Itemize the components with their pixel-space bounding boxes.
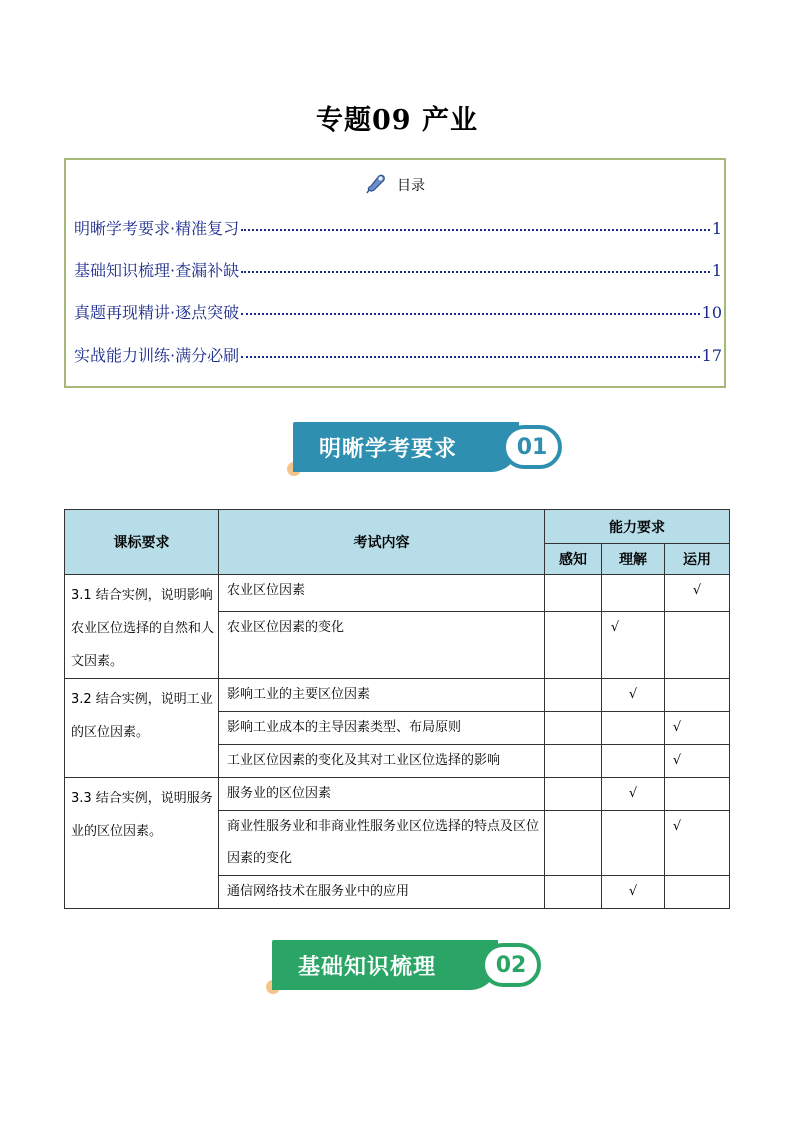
toc-item[interactable] [74,343,722,366]
banner-label: 基础知识梳理 [298,954,437,980]
banner-number: 02 [481,943,541,987]
requirements-table [64,509,730,909]
toc-leader-dots [241,271,710,273]
check-cell-apply [665,778,730,811]
toc-item-page: 17 [701,346,722,365]
content-cell: 商业性服务业和非商业性服务业区位选择的特点及区位因素的变化 [219,811,545,876]
check-cell-know [545,876,602,909]
content-cell: 影响工业成本的主导因素类型、布局原则 [219,712,545,745]
header-know: 感知 [545,544,602,575]
toc-item-page: 10 [701,303,722,322]
check-mark: √ [692,583,702,598]
check-cell-understand [602,876,665,909]
check-mark: √ [672,819,682,834]
banner-label: 明晰学考要求 [319,436,458,462]
toc-item-label: 真题再现精讲·逐点突破 [74,303,240,322]
check-mark: √ [628,786,638,801]
check-mark: √ [628,687,638,702]
content-cell: 通信网络技术在服务业中的应用 [219,876,545,909]
toc-item-page: 1 [711,219,722,238]
check-cell-apply [665,745,730,778]
banner-bar [272,940,498,990]
check-cell-understand [602,612,665,679]
check-mark: √ [628,884,638,899]
section-banner-1 [287,422,557,476]
header-content: 考试内容 [219,510,545,575]
check-mark: √ [672,720,682,735]
pin-icon [365,172,387,198]
content-cell: 服务业的区位因素 [219,778,545,811]
check-cell-know [545,575,602,612]
check-cell-understand [602,811,665,876]
toc-heading [66,172,724,198]
header-understand: 理解 [602,544,665,575]
check-cell-understand [602,575,665,612]
table-row [65,575,730,612]
standard-cell: 3.3 结合实例，说明服务业的区位因素。 [65,778,219,909]
check-cell-apply [665,712,730,745]
table-row [65,679,730,712]
banner-number: 01 [502,425,562,469]
table-of-contents [64,158,726,388]
requirements-body [65,575,730,909]
standard-cell: 3.1 结合实例，说明影响农业区位选择的自然和人文因素。 [65,575,219,679]
check-cell-know [545,612,602,679]
header-apply: 运用 [665,544,730,575]
check-cell-understand [602,712,665,745]
standard-cell: 3.2 结合实例，说明工业的区位因素。 [65,679,219,778]
check-cell-apply [665,876,730,909]
check-cell-know [545,811,602,876]
toc-item-label: 基础知识梳理·查漏补缺 [74,261,240,280]
header-standard: 课标要求 [65,510,219,575]
toc-leader-dots [241,356,700,358]
content-cell: 影响工业的主要区位因素 [219,679,545,712]
toc-item[interactable] [74,216,722,239]
content-cell: 工业区位因素的变化及其对工业区位选择的影响 [219,745,545,778]
check-cell-apply [665,811,730,876]
check-cell-know [545,745,602,778]
toc-item[interactable] [74,258,722,281]
toc-item-page: 1 [711,261,722,280]
check-cell-know [545,778,602,811]
toc-leader-dots [241,313,700,315]
check-cell-understand [602,745,665,778]
check-cell-understand [602,778,665,811]
content-cell: 农业区位因素的变化 [219,612,545,679]
toc-leader-dots [241,229,710,231]
check-mark: √ [610,620,620,636]
table-row [65,778,730,811]
check-cell-apply [665,612,730,679]
toc-item-label: 实战能力训练·满分必刷 [74,346,240,365]
header-ability: 能力要求 [545,510,730,544]
check-cell-apply [665,575,730,612]
check-mark: √ [672,753,682,768]
check-cell-know [545,679,602,712]
toc-item[interactable] [74,300,722,323]
toc-heading-text: 目录 [397,178,425,194]
page-title: 专题09 产业 [316,105,478,136]
check-cell-know [545,712,602,745]
check-cell-understand [602,679,665,712]
section-banner-2 [266,940,536,994]
banner-bar [293,422,519,472]
check-cell-apply [665,679,730,712]
content-cell: 农业区位因素 [219,575,545,612]
toc-item-label: 明晰学考要求·精准复习 [74,219,240,238]
